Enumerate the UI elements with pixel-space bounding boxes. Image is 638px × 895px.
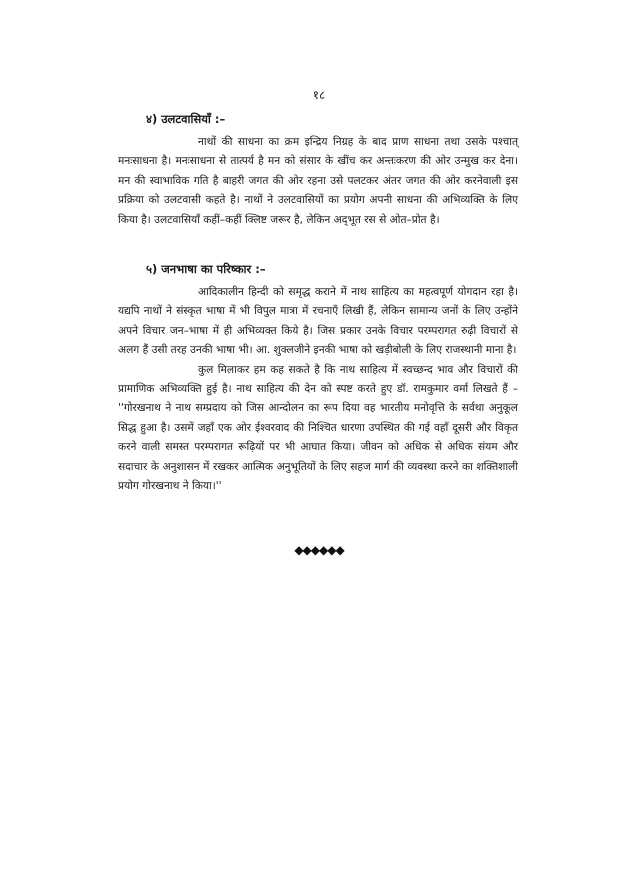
section-ulatvasiyan (118, 112, 518, 230)
section-heading: ४) उलटवासियाँ :– (146, 112, 226, 126)
paragraph: नाथों की साधना का क्रम इन्द्रिय निग्रह के बाद प्राण साधना तथा उसके पश्चात् मनःसाधना है। मनःसाधना से तात्पर्य है मन को संसार के खींच कर अन्तःकरण की ओर उन्मुख कर देना। मन की स्वाभाविक गति है बाहरी जगत की ओर रहना उसे पलटकर अंतर जगत की ओर करनेवाली इस प्रक्रिया को उलटवासी कहते है। नाथों ने उलटवासियों का प्रयोग अपनी साधना की अभिव्यक्ति के लिए किया है। उलटवासियाँ कहीं–कहीं क्लिष्ट जरूर है, लेकिन अद्‌भूत रस से ओत–प्रोत है। (118, 136, 518, 226)
section-janbhasha (118, 262, 518, 496)
end-ornament: ◆◆◆◆◆◆ (294, 543, 344, 557)
page-number: १८ (312, 88, 326, 102)
paragraph: आदिकालीन हिन्दी को समृद्ध कराने में नाथ साहित्य का महत्वपूर्ण योगदान रहा है। यद्यपि नाथों ने संस्कृत भाषा में भी विपुल मात्रा में रचनाएँ लिखी हैं, लेकिन सामान्य जनों के लिए उन्होंने अपने विचार जन–भाषा में ही अभिव्यक्त किये है। जिस प्रकार उनके विचार परम्परागत रुढ़ी विचारों से अलग हैं उसी तरह उनकी भाषा भी। आ. शुक्लजीने इनकी भाषा को खड़ीबोली के लिए राजस्थानी माना है। (118, 286, 518, 357)
section-heading: ५) जनभाषा का परिष्कार :– (146, 262, 266, 276)
paragraph: कुल मिलाकर हम कह सकते है कि नाथ साहित्य में स्वच्छन्द भाव और विचारों की प्रामाणिक अभिव्यक्ति हुई है। नाथ साहित्य की देन को स्पष्ट करते हुए डॉ. रामकुमार वर्मा लिखते हैं – ''गोरखनाथ ने नाथ सम्प्रदाय को जिस आन्दोलन का रूप दिया वह भारतीय मनोवृत्ति के सर्वथा अनुकूल सिद्ध हुआ है। उसमें जहाँ एक ओर ईश्वरवाद की निश्चित धारणा उपस्थित की गई वहाँ दूसरी और विकृत करने वाली समस्त परम्परागत रूढ़ियों पर भी आघात किया। जीवन को अधिक से अधिक संयम और सदाचार के अनुशासन में रखकर आत्मिक अनुभूतियों के लिए सहज मार्ग की व्यवस्था करने का शक्तिशाली प्रयोग गोरखनाथ ने किया।'' (118, 363, 518, 493)
